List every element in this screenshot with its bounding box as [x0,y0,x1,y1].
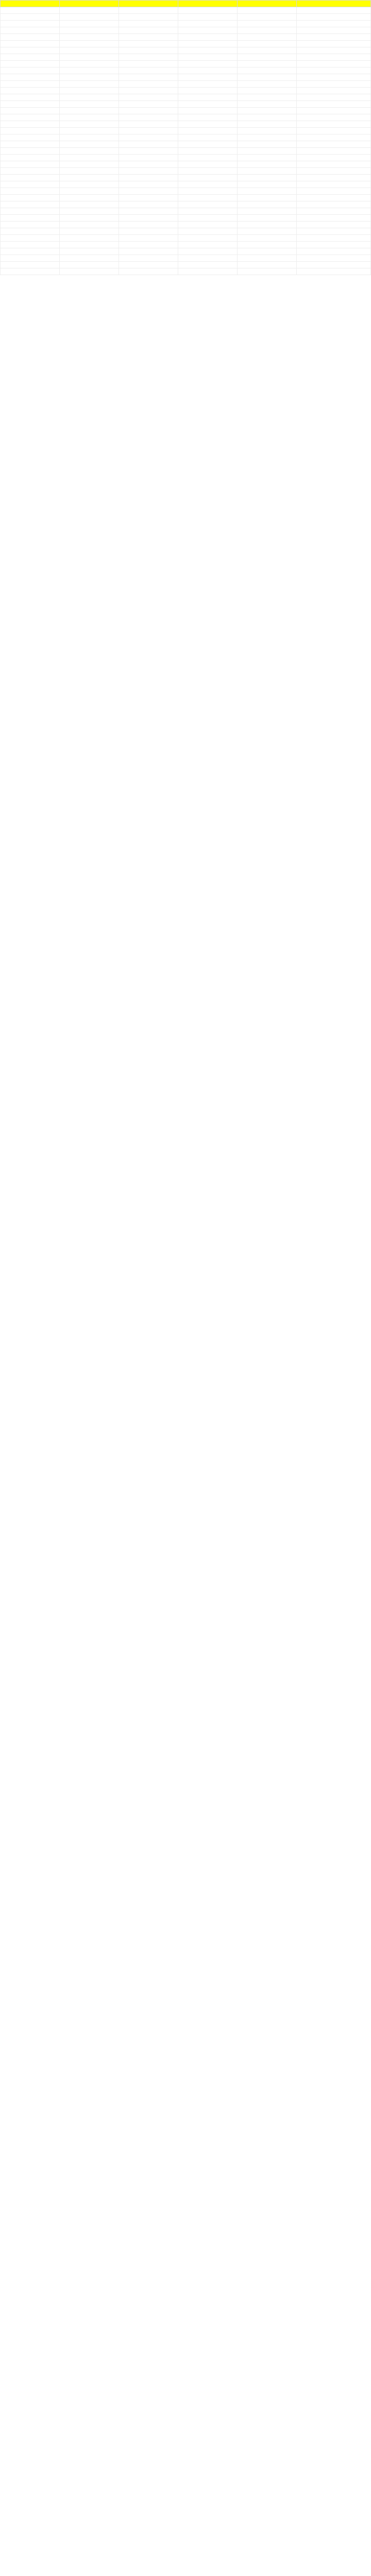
table-cell [238,188,297,195]
table-cell [238,7,297,14]
table-cell [297,255,371,262]
table-cell [238,94,297,101]
table-cell [238,47,297,54]
table-cell [178,235,238,242]
table-cell [119,14,178,21]
table-cell [1,168,60,175]
table-cell [238,61,297,67]
header-row [1,1,371,7]
table-cell [60,161,119,168]
table-cell [119,34,178,41]
table-row [1,74,371,81]
table-row [1,108,371,114]
table-cell [238,201,297,208]
table-cell [297,195,371,201]
column-header [1,1,60,7]
table-cell [60,248,119,255]
column-header [178,1,238,7]
table-cell [60,128,119,134]
table-cell [60,101,119,108]
table-cell [60,81,119,88]
table-cell [1,14,60,21]
table-cell [178,168,238,175]
table-cell [238,208,297,215]
table-row [1,34,371,41]
data-table [0,0,371,275]
table-row [1,222,371,228]
table-cell [238,222,297,228]
table-cell [60,155,119,161]
table-cell [178,128,238,134]
table-row [1,208,371,215]
table-cell [178,208,238,215]
table-cell [178,27,238,34]
table-cell [60,14,119,21]
table-cell [297,61,371,67]
table-cell [1,114,60,121]
table-cell [1,54,60,61]
table-cell [1,262,60,268]
table-row [1,195,371,201]
table-cell [60,27,119,34]
table-cell [297,235,371,242]
table-cell [297,201,371,208]
table-cell [119,54,178,61]
table-cell [119,88,178,94]
table-cell [297,7,371,14]
table-cell [297,14,371,21]
table-cell [119,114,178,121]
table-row [1,201,371,208]
table-cell [1,208,60,215]
table-cell [119,242,178,248]
table-cell [119,108,178,114]
table-cell [178,268,238,275]
table-row [1,101,371,108]
table-cell [1,7,60,14]
table-cell [119,255,178,262]
table-cell [60,188,119,195]
table-cell [1,242,60,248]
table-cell [60,201,119,208]
table-row [1,88,371,94]
table-cell [178,215,238,222]
table-cell [178,54,238,61]
table-cell [60,242,119,248]
table-cell [60,262,119,268]
table-cell [1,21,60,27]
table-cell [60,228,119,235]
table-cell [60,268,119,275]
table-cell [60,94,119,101]
table-cell [178,61,238,67]
table-cell [238,155,297,161]
table-cell [238,215,297,222]
column-header [297,1,371,7]
table-cell [178,121,238,128]
table-cell [1,195,60,201]
table-cell [297,134,371,141]
table-cell [238,141,297,148]
table-cell [178,255,238,262]
column-header [119,1,178,7]
table-cell [60,134,119,141]
table-cell [119,94,178,101]
table-row [1,81,371,88]
table-cell [297,88,371,94]
table-row [1,268,371,275]
table-cell [119,27,178,34]
table-cell [297,94,371,101]
table-cell [60,47,119,54]
table-cell [238,81,297,88]
table-cell [1,74,60,81]
table-cell [238,175,297,181]
table-cell [60,121,119,128]
table-cell [119,81,178,88]
table-row [1,54,371,61]
table-cell [60,21,119,27]
table-row [1,248,371,255]
table-cell [238,235,297,242]
table-cell [297,208,371,215]
table-cell [238,228,297,235]
table-cell [119,201,178,208]
table-cell [119,168,178,175]
table-cell [119,188,178,195]
table-cell [1,34,60,41]
table-cell [297,161,371,168]
table-cell [1,268,60,275]
table-header [1,1,371,7]
table-cell [238,67,297,74]
table-cell [1,215,60,222]
table-cell [297,101,371,108]
table-row [1,114,371,121]
table-cell [178,141,238,148]
table-row [1,67,371,74]
table-row [1,242,371,248]
table-cell [60,175,119,181]
table-cell [60,74,119,81]
table-cell [60,108,119,114]
table-body [1,7,371,275]
table-cell [178,7,238,14]
table-cell [178,108,238,114]
table-cell [178,14,238,21]
table-row [1,141,371,148]
table-cell [178,67,238,74]
table-cell [1,155,60,161]
table-row [1,134,371,141]
table-cell [178,242,238,248]
table-cell [297,114,371,121]
table-cell [1,27,60,34]
table-cell [297,81,371,88]
table-cell [238,14,297,21]
table-cell [1,175,60,181]
table-row [1,155,371,161]
table-cell [119,74,178,81]
table-cell [238,27,297,34]
table-cell [238,248,297,255]
table-cell [178,222,238,228]
table-cell [60,168,119,175]
table-row [1,255,371,262]
table-cell [238,134,297,141]
table-cell [297,34,371,41]
table-cell [238,268,297,275]
table-cell [119,41,178,47]
table-cell [1,141,60,148]
table-cell [238,128,297,134]
table-cell [1,255,60,262]
table-cell [178,195,238,201]
table-cell [119,47,178,54]
table-cell [119,148,178,155]
table-cell [297,188,371,195]
table-cell [297,268,371,275]
spreadsheet-page [0,0,371,275]
table-cell [1,47,60,54]
table-cell [178,161,238,168]
table-cell [178,155,238,161]
table-cell [297,148,371,155]
table-cell [178,188,238,195]
table-row [1,228,371,235]
table-cell [178,47,238,54]
table-cell [119,208,178,215]
table-cell [238,88,297,94]
table-cell [119,268,178,275]
column-header [60,1,119,7]
table-cell [60,255,119,262]
table-cell [297,155,371,161]
table-cell [60,41,119,47]
table-cell [178,228,238,235]
table-cell [1,128,60,134]
table-row [1,7,371,14]
table-cell [297,168,371,175]
table-cell [297,108,371,114]
table-cell [297,67,371,74]
table-cell [178,101,238,108]
table-cell [238,168,297,175]
table-cell [1,228,60,235]
table-cell [238,181,297,188]
table-cell [119,181,178,188]
table-cell [178,201,238,208]
table-cell [297,128,371,134]
table-cell [297,121,371,128]
table-row [1,235,371,242]
table-cell [297,54,371,61]
table-cell [60,61,119,67]
table-cell [119,195,178,201]
table-cell [178,181,238,188]
table-cell [60,7,119,14]
table-cell [119,61,178,67]
table-cell [119,128,178,134]
table-cell [178,175,238,181]
table-row [1,94,371,101]
table-cell [238,54,297,61]
table-cell [119,155,178,161]
table-row [1,215,371,222]
table-cell [297,248,371,255]
table-cell [238,195,297,201]
table-row [1,168,371,175]
table-cell [178,262,238,268]
table-cell [119,134,178,141]
table-cell [1,181,60,188]
table-cell [1,101,60,108]
column-header [238,1,297,7]
table-row [1,181,371,188]
table-cell [238,34,297,41]
table-cell [1,67,60,74]
table-row [1,61,371,67]
table-cell [297,215,371,222]
table-cell [1,81,60,88]
table-cell [238,21,297,27]
table-cell [297,41,371,47]
table-cell [238,108,297,114]
table-cell [119,235,178,242]
table-cell [1,61,60,67]
table-cell [119,121,178,128]
table-cell [119,215,178,222]
table-cell [1,134,60,141]
table-cell [119,175,178,181]
table-cell [1,108,60,114]
table-cell [60,208,119,215]
table-cell [238,242,297,248]
table-cell [178,34,238,41]
table-cell [60,141,119,148]
table-cell [238,262,297,268]
table-cell [238,255,297,262]
table-cell [297,175,371,181]
table-cell [297,181,371,188]
table-cell [60,54,119,61]
table-cell [60,67,119,74]
table-cell [178,21,238,27]
table-cell [1,248,60,255]
table-cell [119,141,178,148]
table-row [1,161,371,168]
table-cell [178,74,238,81]
table-cell [238,41,297,47]
table-cell [1,121,60,128]
table-cell [1,188,60,195]
table-row [1,47,371,54]
table-cell [1,201,60,208]
table-cell [60,114,119,121]
table-cell [297,228,371,235]
table-cell [60,235,119,242]
table-cell [178,148,238,155]
table-cell [297,242,371,248]
table-cell [60,148,119,155]
table-cell [1,222,60,228]
table-cell [178,114,238,121]
table-cell [238,74,297,81]
table-cell [238,148,297,155]
table-cell [178,41,238,47]
table-row [1,148,371,155]
table-cell [1,148,60,155]
table-cell [119,161,178,168]
table-row [1,41,371,47]
table-cell [297,21,371,27]
table-cell [119,7,178,14]
table-cell [119,248,178,255]
table-row [1,262,371,268]
table-cell [178,88,238,94]
table-row [1,175,371,181]
table-cell [1,41,60,47]
table-cell [119,262,178,268]
table-cell [178,81,238,88]
table-cell [1,161,60,168]
table-cell [238,121,297,128]
table-row [1,14,371,21]
table-cell [238,101,297,108]
table-cell [297,222,371,228]
table-cell [60,34,119,41]
table-cell [1,235,60,242]
table-cell [178,248,238,255]
table-cell [60,222,119,228]
table-cell [119,67,178,74]
table-cell [297,47,371,54]
table-cell [60,195,119,201]
table-cell [60,181,119,188]
table-cell [60,215,119,222]
table-cell [238,161,297,168]
table-cell [297,141,371,148]
table-cell [1,88,60,94]
table-cell [119,101,178,108]
table-cell [297,262,371,268]
table-row [1,27,371,34]
table-row [1,128,371,134]
table-cell [119,228,178,235]
table-cell [297,27,371,34]
table-cell [1,94,60,101]
table-cell [119,222,178,228]
table-cell [178,134,238,141]
table-cell [297,74,371,81]
table-cell [119,21,178,27]
table-cell [238,114,297,121]
table-cell [178,94,238,101]
table-row [1,121,371,128]
table-cell [60,88,119,94]
table-row [1,21,371,27]
table-row [1,188,371,195]
